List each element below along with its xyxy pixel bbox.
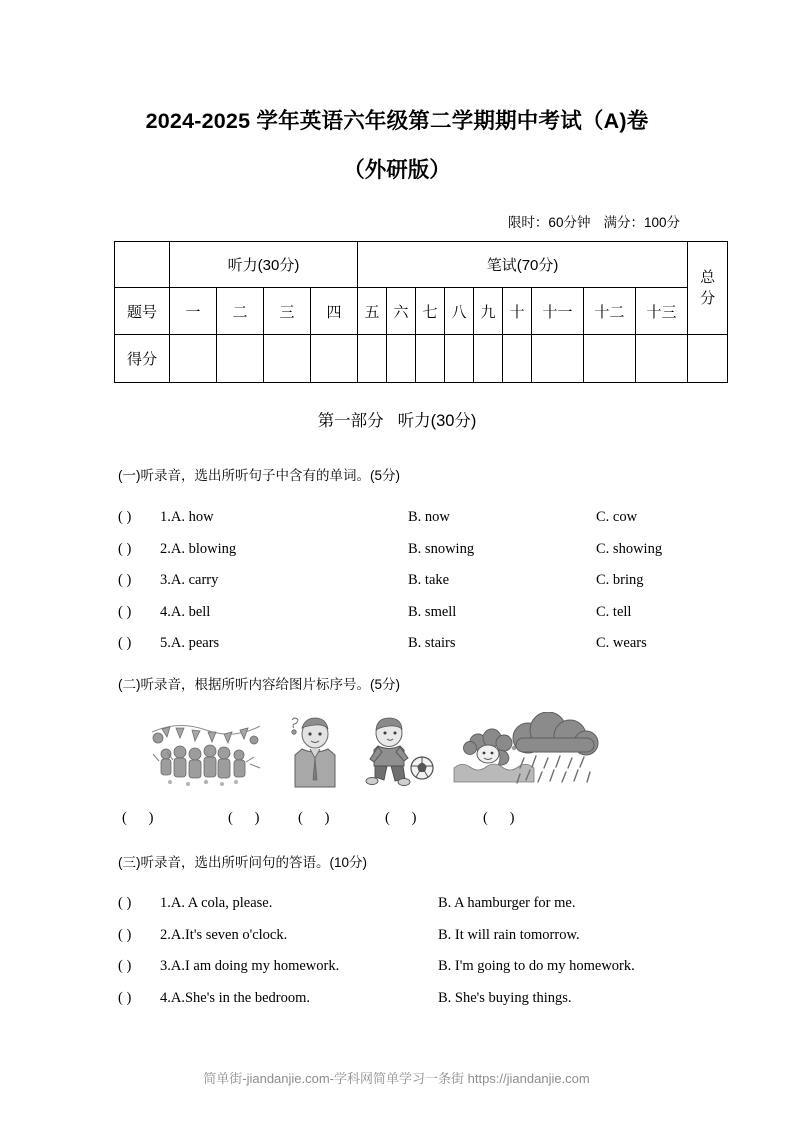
answer-bracket-2[interactable]: ( ) — [228, 810, 260, 826]
section-three-question-3 — [118, 951, 698, 983]
option-a[interactable]: 4.A.She's in the bedroom. — [160, 989, 311, 1006]
score-cell-7[interactable] — [416, 335, 445, 383]
option-a[interactable]: 1.A. A cola, please. — [160, 895, 273, 911]
option-a[interactable]: 3.A.I am doing my homework. — [160, 958, 340, 974]
group-header-listening: 听力(30分) — [170, 242, 358, 288]
score-cell-13[interactable] — [636, 335, 688, 383]
score-cell-4[interactable] — [311, 335, 358, 383]
answer-bracket[interactable]: ( ) — [118, 895, 132, 911]
question-number-cell-4: 四 — [311, 288, 358, 335]
question-number-cell-12: 十二 — [584, 288, 636, 335]
time-limit-label: 限时：60分钟 — [507, 215, 591, 230]
question-number-cell-7: 七 — [416, 288, 445, 335]
section-three-question-2 — [118, 920, 698, 952]
answer-bracket[interactable]: ( ) — [118, 572, 132, 588]
section-one-question-2 — [118, 534, 698, 566]
section-three-instruction: (三)听录音，选出所听问句的答语。(10分) — [118, 855, 367, 870]
option-a[interactable]: 3.A. carry — [160, 572, 219, 588]
option-b[interactable]: B. snowing — [408, 540, 475, 557]
party-celebration-picture — [150, 716, 262, 788]
answer-bracket[interactable]: ( ) — [118, 540, 132, 557]
score-cell-1[interactable] — [170, 335, 217, 383]
score-table — [114, 241, 728, 383]
group-header-written: 笔试(70分) — [358, 242, 688, 288]
section-one-question-5 — [118, 628, 698, 660]
row-label-score: 得分 — [115, 335, 170, 383]
rain-cloud-picture — [508, 712, 600, 792]
option-c[interactable]: C. cow — [596, 509, 638, 525]
total-label-top: 总 — [700, 269, 716, 286]
option-b[interactable]: B. I'm going to do my homework. — [438, 958, 635, 974]
option-b[interactable]: B. stairs — [408, 635, 456, 651]
question-number-cell-8: 八 — [445, 288, 474, 335]
option-a[interactable]: 5.A. pears — [160, 635, 220, 651]
score-cell-9[interactable] — [474, 335, 503, 383]
section-one-instruction: (一)听录音，选出所听句子中含有的单词。(5分) — [118, 468, 400, 483]
question-number-cell-6: 六 — [387, 288, 416, 335]
answer-bracket-1[interactable]: ( ) — [122, 810, 154, 826]
section-two-picture-strip — [150, 712, 600, 792]
question-number-cell-1: 一 — [170, 288, 217, 335]
boy-playing-football-picture — [359, 716, 435, 788]
option-c[interactable]: C. tell — [596, 603, 632, 620]
option-b[interactable]: B. It will rain tomorrow. — [438, 926, 580, 943]
full-score-label: 满分：100分 — [603, 215, 680, 230]
score-table-corner-cell — [115, 242, 170, 288]
score-cell-10[interactable] — [503, 335, 532, 383]
section-two-answer-row — [114, 806, 694, 830]
score-cell-11[interactable] — [532, 335, 584, 383]
option-b[interactable]: B. now — [408, 509, 450, 525]
score-cell-5[interactable] — [358, 335, 387, 383]
footer-watermark: 简单街-jiandanjie.com-学科网简单学习一条街 https://jiandanjie.com — [203, 1071, 590, 1086]
section-one-question-1 — [118, 502, 698, 534]
table-row-question-numbers — [115, 288, 728, 335]
option-a[interactable]: 1.A. how — [160, 509, 214, 525]
score-cell-3[interactable] — [264, 335, 311, 383]
answer-bracket-5[interactable]: ( ) — [483, 810, 515, 826]
answer-bracket-3[interactable]: ( ) — [298, 810, 330, 826]
section-two-instruction: (二)听录音，根据所听内容给图片标序号。(5分) — [118, 677, 400, 692]
table-row-groups — [115, 242, 728, 288]
answer-bracket[interactable]: ( ) — [118, 958, 132, 974]
score-cell-6[interactable] — [387, 335, 416, 383]
option-b[interactable]: B. A hamburger for me. — [438, 895, 576, 911]
answer-bracket[interactable]: ( ) — [118, 989, 132, 1006]
title-line-2: （外研版） — [343, 158, 451, 182]
exam-meta — [114, 214, 680, 232]
section-three-question-4 — [118, 983, 698, 1015]
score-cell-2[interactable] — [217, 335, 264, 383]
score-cell-12[interactable] — [584, 335, 636, 383]
option-b[interactable]: B. She's buying things. — [438, 989, 572, 1006]
answer-bracket[interactable]: ( ) — [118, 603, 132, 620]
title-line-1: 2024-2025 学年英语六年级第二学期期中考试（A)卷 — [145, 109, 649, 133]
part-heading — [114, 409, 680, 433]
answer-bracket[interactable]: ( ) — [118, 635, 132, 651]
option-b[interactable]: B. take — [408, 572, 450, 588]
answer-bracket[interactable]: ( ) — [118, 509, 132, 525]
option-c[interactable]: C. bring — [596, 572, 644, 588]
question-number-cell-10: 十 — [503, 288, 532, 335]
section-one-question-4 — [118, 597, 698, 629]
option-a[interactable]: 2.A.It's seven o'clock. — [160, 926, 288, 943]
score-cell-total[interactable] — [688, 335, 728, 383]
question-number-cell-3: 三 — [264, 288, 311, 335]
question-number-cell-9: 九 — [474, 288, 503, 335]
table-row-score — [115, 335, 728, 383]
question-number-cell-2: 二 — [217, 288, 264, 335]
option-a[interactable]: 4.A. bell — [160, 603, 211, 620]
part-heading-name: 听力(30分) — [397, 412, 477, 430]
answer-bracket-4[interactable]: ( ) — [385, 810, 417, 826]
answer-bracket[interactable]: ( ) — [118, 926, 132, 943]
option-a[interactable]: 2.A. blowing — [160, 540, 237, 557]
question-number-cell-13: 十三 — [636, 288, 688, 335]
section-three-question-1 — [118, 888, 698, 920]
row-label-question-number: 题号 — [115, 288, 170, 335]
option-b[interactable]: B. smell — [408, 603, 457, 620]
question-number-cell-5: 五 — [358, 288, 387, 335]
option-c[interactable]: C. showing — [596, 540, 663, 557]
question-number-cell-11: 十一 — [532, 288, 584, 335]
part-heading-part: 第一部分 — [317, 412, 384, 430]
score-cell-8[interactable] — [445, 335, 474, 383]
option-c[interactable]: C. wears — [596, 635, 647, 651]
man-thinking-picture — [282, 712, 342, 790]
total-score-header — [688, 242, 728, 335]
section-one-question-3 — [118, 565, 698, 597]
page-title — [114, 106, 680, 185]
total-label-bottom: 分 — [700, 290, 716, 307]
